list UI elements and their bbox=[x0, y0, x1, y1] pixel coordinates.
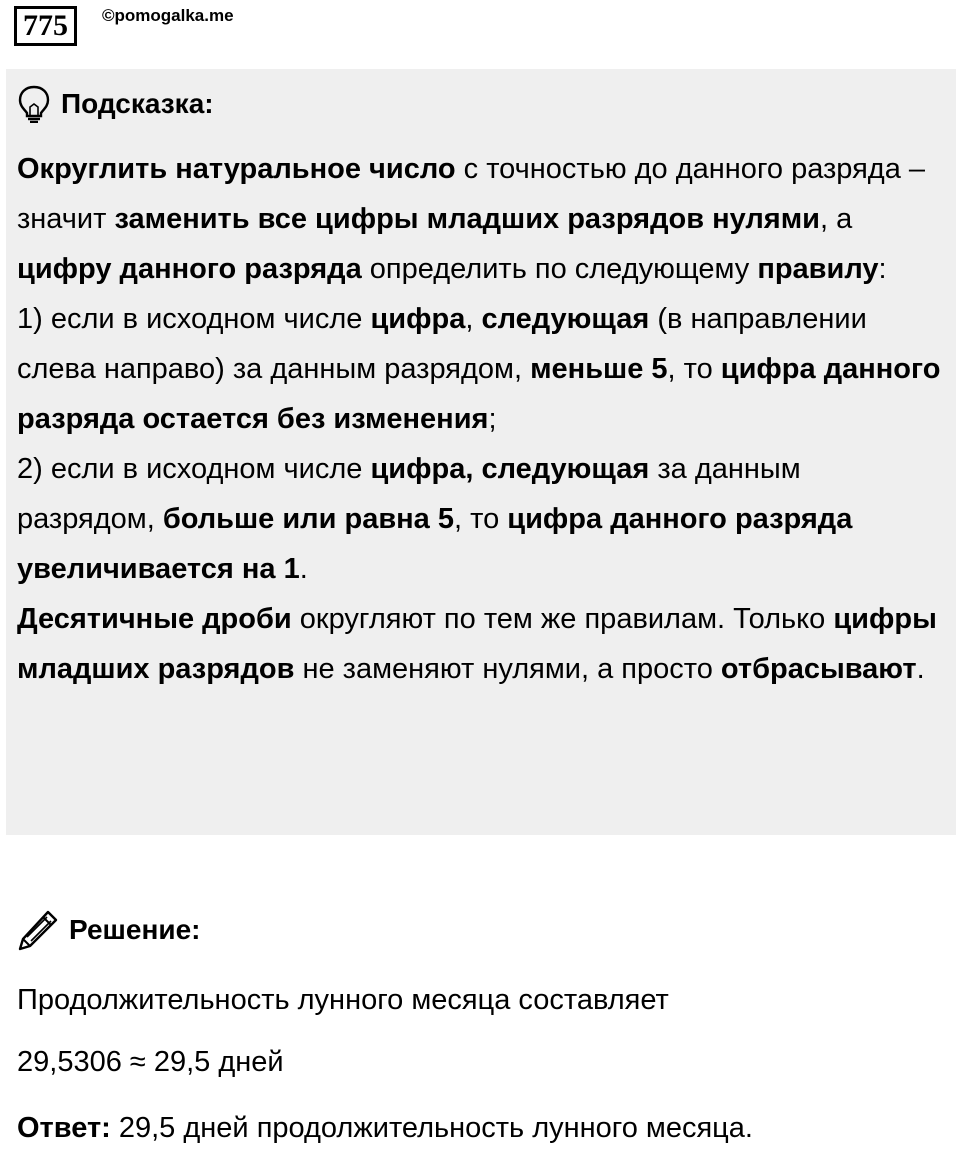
answer-text: 29,5 дней продолжительность лунного месяца. bbox=[110, 1112, 753, 1144]
pencil-icon bbox=[17, 909, 59, 951]
bold-text: отбрасывают bbox=[720, 653, 917, 685]
solution-section bbox=[17, 905, 952, 1144]
hint-paragraph bbox=[17, 594, 942, 694]
text-run: определить по следующему bbox=[361, 253, 758, 285]
text-run: . bbox=[299, 553, 308, 585]
text-run: с точностью до данного разряда – значит bbox=[17, 153, 926, 235]
hint-text bbox=[17, 144, 942, 694]
bold-text: цифра bbox=[370, 303, 466, 335]
solution-title-text: Решение: bbox=[69, 914, 201, 945]
bold-text: правилу bbox=[757, 253, 879, 285]
solution-equation: 29,5306 ≈ 29,5 дней bbox=[17, 1046, 284, 1078]
bold-text: следующая bbox=[481, 303, 650, 335]
bold-text: Округлить натуральное число bbox=[17, 153, 456, 185]
text-run: : bbox=[878, 253, 887, 285]
answer-label: Ответ: bbox=[17, 1112, 111, 1144]
hint-paragraph bbox=[17, 444, 942, 594]
bold-text: цифры младших разрядов bbox=[17, 603, 937, 685]
task-number: 775 bbox=[14, 6, 77, 46]
lightbulb-icon bbox=[17, 85, 51, 123]
text-run: ; bbox=[488, 403, 497, 435]
bold-text: цифра данного разряда увеличивается на 1 bbox=[17, 503, 853, 585]
text-run: , то bbox=[454, 503, 508, 535]
bold-text: больше или равна 5 bbox=[162, 503, 454, 535]
text-run: 2) если в исходном числе bbox=[17, 453, 371, 485]
bold-text: заменить все цифры младших разрядов нулями bbox=[114, 203, 820, 235]
hint-title bbox=[17, 83, 956, 125]
answer-line bbox=[17, 1108, 753, 1148]
text-run: , то bbox=[667, 353, 721, 385]
text-run: , а bbox=[819, 203, 853, 235]
site-watermark: ©pomogalka.me bbox=[102, 6, 234, 25]
text-run: не заменяют нулями, а просто bbox=[294, 653, 721, 685]
text-run: (в направлении слева направо) за данным разрядом, bbox=[17, 303, 867, 385]
solution-title bbox=[17, 905, 952, 955]
text-run: 1) если в исходном числе bbox=[17, 303, 371, 335]
hint-paragraph bbox=[17, 144, 942, 294]
hint-title-text: Подсказка: bbox=[61, 88, 214, 119]
text-run: за данным разрядом, bbox=[17, 453, 801, 535]
text-run: , bbox=[465, 303, 482, 335]
bold-text: цифра данного разряда остается без изменения bbox=[17, 353, 941, 435]
bold-text: цифра, следующая bbox=[370, 453, 650, 485]
hint-box bbox=[6, 69, 956, 835]
bold-text: цифру данного разряда bbox=[17, 253, 362, 285]
bold-text: меньше 5 bbox=[530, 353, 668, 385]
bold-text: Десятичные дроби bbox=[17, 603, 292, 635]
hint-paragraph bbox=[17, 294, 942, 444]
solution-line: Продолжительность лунного месяца составляет bbox=[17, 984, 669, 1016]
text-run: округляют по тем же правилам. Только bbox=[291, 603, 834, 635]
text-run: . bbox=[916, 653, 925, 685]
